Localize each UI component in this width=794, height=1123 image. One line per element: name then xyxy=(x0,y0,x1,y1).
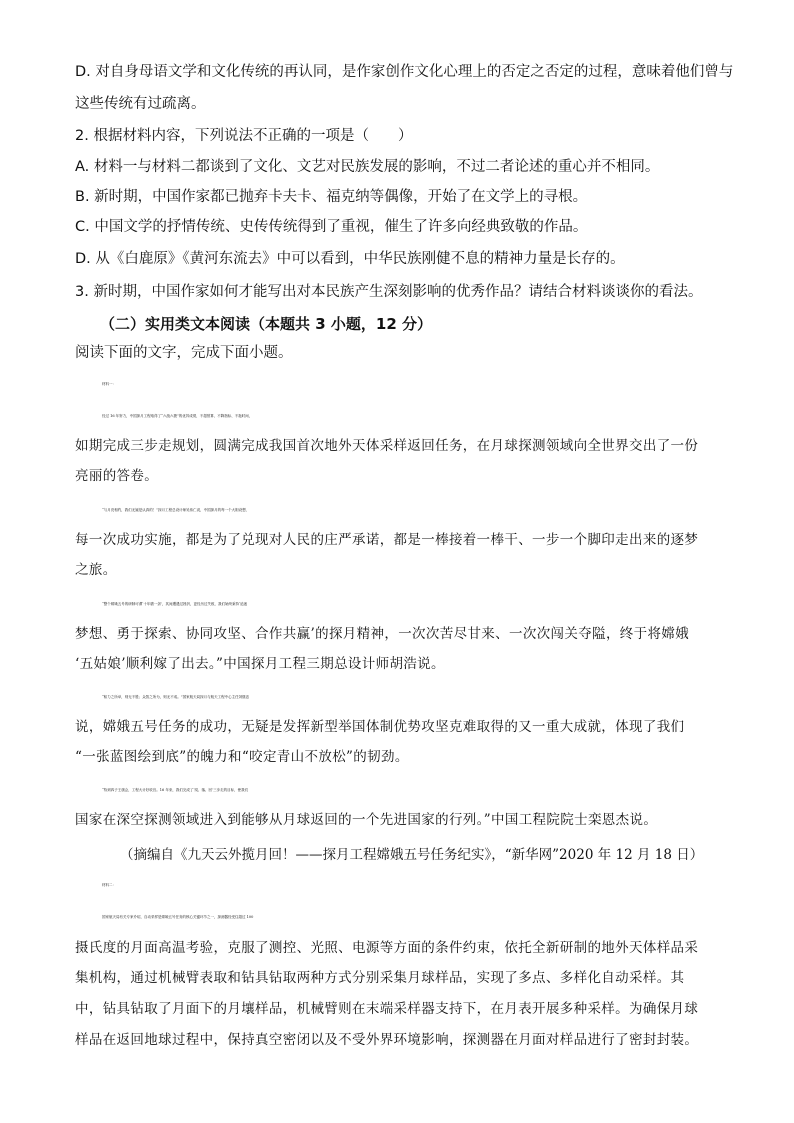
q1-option-d-line2: 这些传统有过疏离。 xyxy=(75,96,206,112)
material1-p4-line1: “积力之所举，则无不胜；众智之所为，则无不成。”国家航天局探月与航天工程中心主任刘继忠 xyxy=(102,695,250,699)
material1-p1-line2: 如期完成三步走规划，圆满完成我国首次地外天体采样返回任务，在月球探测领域向全世界交出了一份 xyxy=(75,438,699,454)
material1-p4-line3: “一张蓝图绘到底”的魄力和“咬定青山不放松”的韧劲。 xyxy=(75,749,409,765)
q2-option-c: C. 中国文学的抒情传统、史传传统得到了重视，催生了许多向经典致敬的作品。 xyxy=(75,219,588,235)
material1-p3-line2: 梦想、勇于探索、协同攻坚、合作共赢’的探月精神，一次次苦尽甘来、一次次闯关夺隘，终于将嫦娥 xyxy=(75,626,690,642)
material1-label: 材料一： xyxy=(102,382,116,386)
material2-p1-line2: 摄氏度的月面高温考验，克服了测控、光照、电源等方面的条件约束，依托全新研制的地外天体样品采 xyxy=(75,940,699,956)
material2-p1-line4: 中，钻具钻取了月面下的月壤样品，机械臂则在末端采样器支持下，在月表开展多种采样。为确保月球 xyxy=(75,1001,699,1017)
section-heading: （二）实用类文本阅读（本题共 3 小题，12 分） xyxy=(100,315,432,333)
material1-p4-line2: 说，嫦娥五号任务的成功，无疑是发挥新型举国体制优势攻坚克难取得的又一重大成就，体现了我们 xyxy=(75,719,685,735)
q2-option-a: A. 材料一与材料二都谈到了文化、文艺对民族发展的影响，不过二者论述的重心并不相同。 xyxy=(75,159,660,175)
material1-p3-line1: “整个嫦娥五号的研制可谓‘十年磨一剑’，其间遭遇过挫折，更经历过失败，我们始终秉持‘追逐 xyxy=(102,602,248,606)
material2-p1-line3: 集机构，通过机械臂表取和钻具钻取两种方式分别采集月球样品，实现了多点、多样化自动采样。其 xyxy=(75,970,685,986)
material1-source: （摘编自《九天云外揽月回！——探月工程嫦娥五号任务纪实》，“新华网”2020 年 12 月 18 日） xyxy=(120,847,704,863)
material1-p1-line1: 经过 16 年努力，中国探月工程取得了“六战六捷”的优异成绩，不超预算、不降指标、不拖时间， xyxy=(102,414,253,418)
section-instruction: 阅读下面的文字，完成下面小题。 xyxy=(75,345,293,361)
material1-p3-line3: ‘五姑娘’顺利嫁了出去。”中国探月工程三期总设计师胡浩说。 xyxy=(75,656,445,672)
material1-p1-line3: 亮丽的答卷。 xyxy=(75,468,159,484)
q3-stem: 3. 新时期，中国作家如何才能写出对本民族产生深刻影响的优秀作品？请结合材料谈谈你的看法。 xyxy=(75,284,703,300)
material1-p2-line3: 之旅。 xyxy=(75,562,117,578)
material1-p2-line2: 每一次成功实施，都是为了兑现对人民的庄严承诺，都是一棒接着一棒干、一步一个脚印走出来的逐梦 xyxy=(75,532,699,548)
material2-label: 材料二： xyxy=(102,883,116,887)
material1-p2-line1: “与月亮相约，我们无疑是认真的！”探月工程总设计师吴伟仁说，中国探月的每一个大胆设想、 xyxy=(102,508,250,512)
q1-option-d-line1: D. 对自身母语文学和文化传统的再认同，是作家创作文化心理上的否定之否定的过程，意味着他们曾与 xyxy=(75,64,734,80)
material1-p5-line2: 国家在深空探测领域进入到能够从月球返回的一个先进国家的行列。”中国工程院院士栾恩杰说。 xyxy=(75,812,658,828)
q2-option-d: D. 从《白鹿原》《黄河东流去》中可以看到，中华民族刚健不息的精神力量是长存的。 xyxy=(75,251,625,267)
material2-p1-line1: 国家航天局有关专家介绍，自动采样是嫦娥五号任务的核心关键环节之一，探测器经受住超过 100 xyxy=(102,915,254,919)
q2-stem: 2. 根据材料内容，下列说法不正确的一项是（ ） xyxy=(75,128,413,144)
material2-p1-line5: 样品在返回地球过程中，保持真空密闭以及不受外界环境影响，探测器在月面对样品进行了密封封装。 xyxy=(75,1032,699,1048)
material1-p5-line1: “待到四子王旗会，工程大计好收官。16 年来，我们完成了‘绕、落、回’三步走的目标，使我们 xyxy=(102,788,249,792)
q2-option-b: B. 新时期，中国作家都已抛弃卡夫卡、福克纳等偶像，开始了在文学上的寻根。 xyxy=(75,189,588,205)
